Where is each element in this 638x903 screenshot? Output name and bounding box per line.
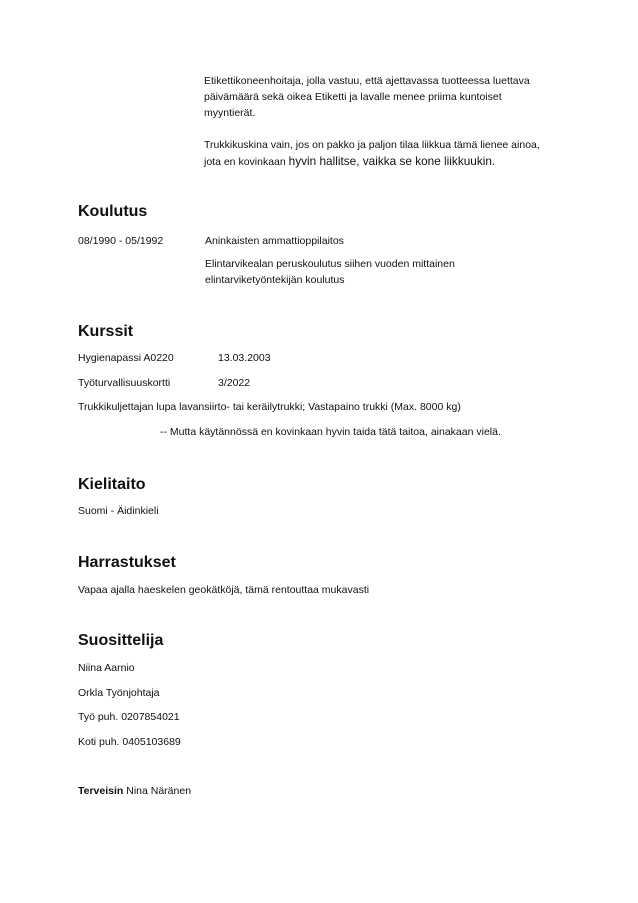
language-item: Suomi - Äidinkieli (78, 505, 159, 517)
text-line: myyntierät. (204, 107, 256, 119)
work-description-2 (204, 137, 540, 170)
kielitaito-heading: Kielitaito (78, 476, 146, 493)
koulutus-school: Aninkaisten ammattioppilaitos (205, 235, 344, 247)
koulutus-period: 08/1990 - 05/1992 (78, 235, 164, 247)
suosittelija-heading: Suosittelija (78, 632, 164, 649)
course-date: 13.03.2003 (218, 352, 271, 364)
signature (78, 783, 191, 799)
text-line (204, 153, 540, 170)
reference-work-phone: Työ puh. 0207854021 (78, 711, 180, 723)
reference-home-phone: Koti puh. 0405103689 (78, 736, 181, 748)
kurssit-heading: Kurssit (78, 323, 134, 340)
signature-name: Nina Näränen (123, 785, 192, 797)
course-name: Hygienapassi A0220 (78, 352, 174, 364)
course-name: Työturvallisuuskortti (78, 377, 171, 389)
text-line: Trukkikuskina vain, jos on pakko ja paljon tilaa liikkua tämä lienee ainoa, (204, 139, 540, 151)
hobby-text: Vapaa ajalla haeskelen geokätköjä, tämä rentouttaa mukavasti (78, 584, 370, 596)
forklift-license: Trukkikuljettajan lupa lavansiirto- tai keräilytrukki; Vastapaino trukki (Max. 8000 kg) (78, 401, 461, 413)
reference-name: Niina Aarnio (78, 662, 135, 674)
harrastukset-heading: Harrastukset (78, 554, 176, 571)
text-large: hyvin hallitse, vaikka se kone liikkuukin. (288, 154, 496, 168)
signature-greeting: Terveisin (78, 785, 124, 797)
reference-title: Orkla Työnjohtaja (78, 687, 160, 699)
text-small: jota en kovinkaan (204, 156, 289, 168)
text-line: päivämäärä sekä oikea Etiketti ja lavalle menee priima kuntoiset (204, 91, 502, 103)
forklift-note: -- Mutta käytännössä en kovinkaan hyvin taida tätä taitoa, ainakaan vielä. (160, 426, 501, 438)
koulutus-description (205, 256, 455, 288)
koulutus-heading: Koulutus (78, 203, 148, 220)
text-line: Etikettikoneenhoitaja, jolla vastuu, että ajettavassa tuotteessa luettava (204, 75, 530, 87)
course-date: 3/2022 (218, 377, 251, 389)
text-line: elintarviketyöntekijän koulutus (205, 274, 345, 286)
text-line: Elintarvikealan peruskoulutus siihen vuoden mittainen (205, 258, 455, 270)
work-description-1 (204, 73, 530, 121)
